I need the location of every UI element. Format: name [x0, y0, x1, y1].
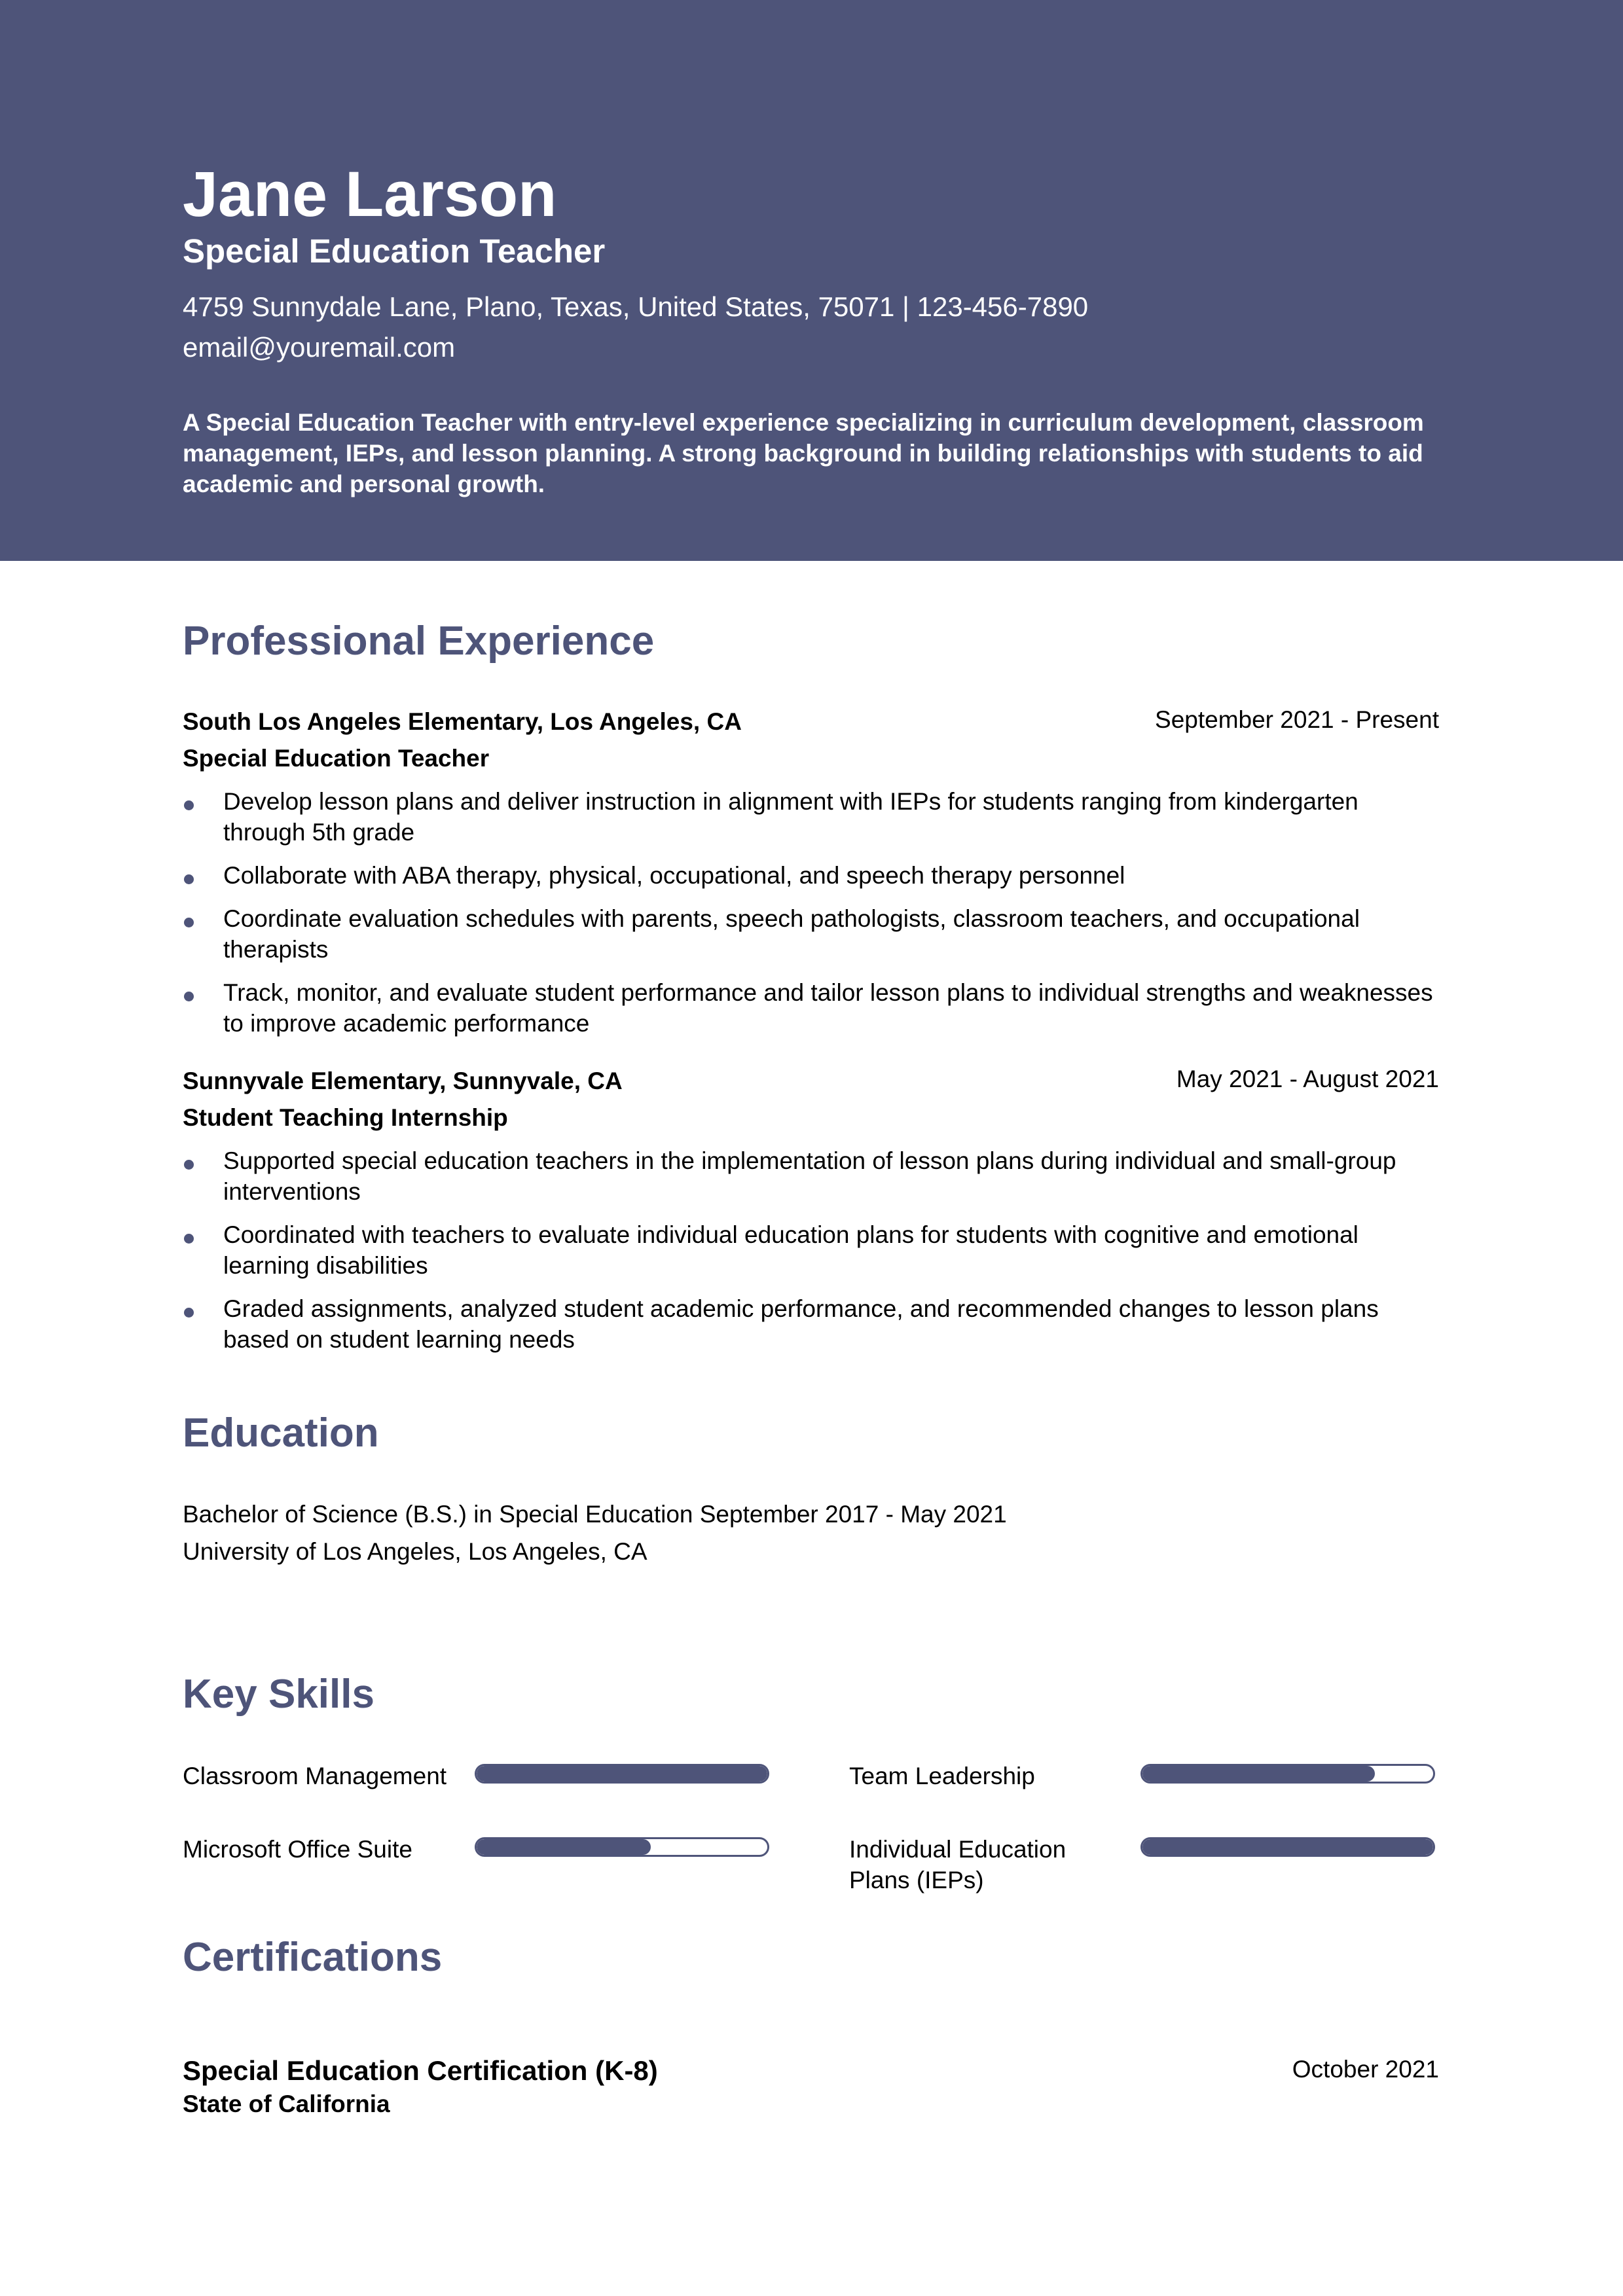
skill-level-fill: [477, 1839, 651, 1855]
bullet-text: Develop lesson plans and deliver instruction in alignment with IEPs for students ranging from kindergarten through 5th grade: [223, 788, 1359, 846]
list-item: [183, 786, 1440, 848]
bullet-text: Coordinated with teachers to evaluate individual education plans for students with cognitive and emotional learning disabilities: [223, 1221, 1359, 1279]
list-item: [183, 977, 1440, 1039]
bullet-text: Coordinate evaluation schedules with parents, speech pathologists, classroom teachers, and occupational therapists: [223, 905, 1360, 963]
contact-email: email@youremail.com: [183, 332, 456, 363]
skill-label: Classroom Management: [183, 1763, 447, 1789]
resume-header: [0, 0, 1623, 561]
skill-level-fill: [1142, 1766, 1375, 1782]
education-school: University of Los Angeles, Los Angeles, CA: [183, 1538, 647, 1565]
list-item: [183, 1219, 1440, 1281]
list-item: [183, 860, 1440, 891]
skill-level-fill: [477, 1766, 767, 1782]
job-role: Special Education Teacher: [183, 745, 490, 772]
bullet-text: Supported special education teachers in the implementation of lesson plans during individual and small-group interventions: [223, 1147, 1396, 1205]
skill-label: Team Leadership: [849, 1763, 1035, 1789]
job-bullet-list: [183, 786, 1440, 1051]
bullet-text: Graded assignments, analyzed student academic performance, and recommended changes to lesson plans based on student learning needs: [223, 1295, 1379, 1353]
skill-level-bar: [475, 1764, 769, 1784]
skill-level-bar: [1140, 1837, 1435, 1857]
job-dates: May 2021 - August 2021: [1176, 1066, 1439, 1092]
candidate-title: Special Education Teacher: [183, 232, 606, 270]
job-dates: September 2021 - Present: [1155, 706, 1439, 733]
contact-address-phone: 4759 Sunnydale Lane, Plano, Texas, United States, 75071 | 123-456-7890: [183, 291, 1089, 322]
job-role: Student Teaching Internship: [183, 1104, 508, 1131]
bullet-dot-icon: [184, 1308, 194, 1318]
bullet-text: Collaborate with ABA therapy, physical, occupational, and speech therapy personnel: [223, 862, 1125, 889]
bullet-dot-icon: [184, 1234, 194, 1244]
list-item: [183, 1145, 1440, 1207]
profile-summary: A Special Education Teacher with entry-level experience specializing in curriculum development, classroom management, IEPs, and lesson planning. A strong background in building relationships with students to aid academic and personal growth.: [183, 409, 1424, 497]
bullet-dot-icon: [184, 992, 194, 1001]
section-title-experience: Professional Experience: [183, 619, 655, 664]
list-item: [183, 1293, 1440, 1355]
bullet-dot-icon: [184, 1160, 194, 1170]
skill-label: Individual Education Plans (IEPs): [849, 1836, 1067, 1893]
section-title-skills: Key Skills: [183, 1672, 374, 1717]
bullet-dot-icon: [184, 918, 194, 927]
contact-info: [183, 287, 1088, 368]
job-company: South Los Angeles Elementary, Los Angeles, CA: [183, 708, 742, 735]
section-title-education: Education: [183, 1410, 379, 1456]
section-title-certifications: Certifications: [183, 1935, 443, 1980]
bullet-dot-icon: [184, 800, 194, 810]
job-company: Sunnyvale Elementary, Sunnyvale, CA: [183, 1067, 623, 1094]
skill-level-bar: [1140, 1764, 1435, 1784]
education-degree: Bachelor of Science (B.S.) in Special Education September 2017 - May 2021: [183, 1501, 1007, 1528]
bullet-text: Track, monitor, and evaluate student performance and tailor lesson plans to individual strengths and weaknesses to improve academic performance: [223, 979, 1433, 1037]
bullet-dot-icon: [184, 874, 194, 884]
certification-name: Special Education Certification (K-8): [183, 2055, 658, 2086]
job-bullet-list: [183, 1145, 1440, 1367]
skill-level-bar: [475, 1837, 769, 1857]
candidate-name: Jane Larson: [183, 158, 557, 230]
certification-issuer: State of California: [183, 2090, 390, 2117]
skill-level-fill: [1142, 1839, 1433, 1855]
list-item: [183, 903, 1440, 965]
certification-date: October 2021: [1292, 2056, 1439, 2083]
skill-label: Microsoft Office Suite: [183, 1836, 412, 1863]
